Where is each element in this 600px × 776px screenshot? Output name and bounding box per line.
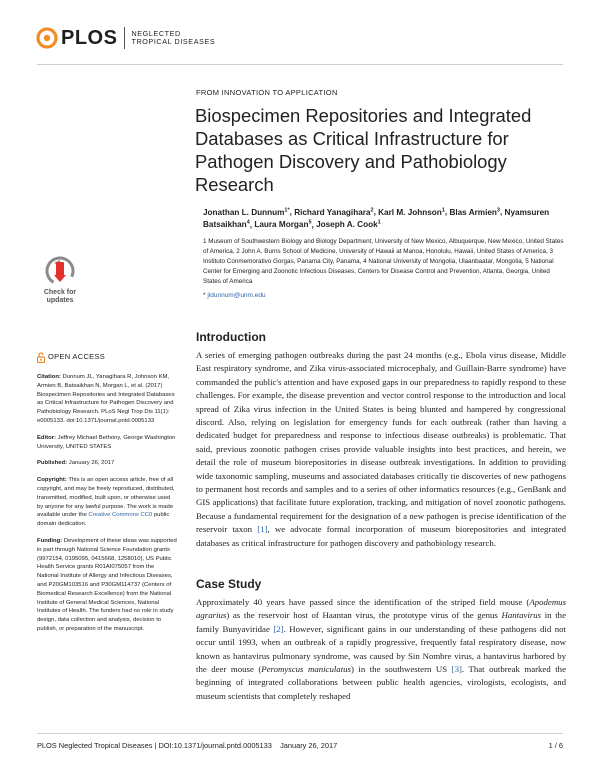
check-for-updates-badge[interactable] — [38, 256, 82, 305]
header-divider — [37, 64, 563, 65]
article-title: Biospecimen Repositories and Integrated Databases as Critical Infrastructure for Pathogen Discovery and Pathobiology Research — [195, 105, 532, 195]
page-footer — [37, 741, 563, 750]
case-study-paragraph: Approximately 40 years have passed since the identification of the striped field mouse (Apodemus agrarius) as the reservoir host of Haantan virus, the prototype virus of the genus Hantavirus in the family Bunyaviridae [2]. However, significant gains in our understanding of these pathogens did not occur until 1993, when an outbreak of a rapidly progressive, frequently fatal respiratory disease, now known as hantavirus pulmonary syndrome, was caused by Sin Nombre virus, a hantavirus harbored by the deer mouse (Peromyscus maniculatus) in the southwestern US [3]. That outbreak marked the beginning of integrated collaborations between public health agencies, virologists, ecologists, and museum scientists that completely reshaped — [196, 597, 566, 701]
email-link[interactable]: jldunnum@unm.edu — [207, 292, 266, 299]
corresponding-email — [203, 292, 266, 299]
journal-name-line1: NEGLECTED — [131, 29, 181, 38]
journal-logo[interactable] — [36, 26, 215, 50]
footer-divider — [37, 733, 563, 734]
copyright-block: Copyright: This is an open access article, free of all copyright, and may be freely reproduced, distributed, transmitted, modified, built upon, or otherwise used by anyone for any lawful purpose. The work is made available under the Creative Commons CC0 public domain dedication. — [37, 477, 175, 528]
author-2[interactable]: Richard Yanagihara$^2$ — [294, 207, 374, 217]
author-5[interactable]: Nyamsuren Batsaikhan$^4$ — [203, 207, 550, 230]
page-number: 1 / 6 — [548, 741, 563, 750]
funding-block: Funding: Development of these ideas was supported in part through National Science Foundation grants (9972154, 0195095, 0415668, 1258010), US Public Health Service grants R01AI075057 from the National Institute of Allergy and Infectious Diseases, and P20GM103516 and P30GM114737 (Centers of Biomedical Research Excellence) from the National Institute of General Medical Sciences, National Institutes of Health. The funders had no role in study design, data collection and analysis, decision to publish, or preparation of the manuscript. — [37, 537, 177, 632]
author-list: Jonathan L. Dunnum$^{1*}$, Richard Yanagihara$^2$, Karl M. Johnson$^1$, Blas Armien$^3$, Nyamsuren Batsaikhan$^4$, Laura Morgan$^5$, Joseph A. Cook$^1$ — [203, 207, 550, 230]
footer-citation: PLOS Neglected Tropical Diseases | DOI:10.1371/journal.pntd.0005133 January 26, 2017 — [37, 741, 338, 750]
journal-name — [131, 30, 215, 46]
case-study-heading: Case Study — [196, 577, 262, 591]
citation-block: Citation: Dunnum JL, Yanagihara R, Johnson KM, Armien B, Batsaikhan N, Morgan L, et al. (2017) Biospecimen Repositories and Integrated Databases as Critical Infrastructure for Pathogen Discovery and Pathobiology Research. PLoS Negl Trop Dis 11(1): e0005133. doi:10.1371/journal.pntd.0005133 — [37, 374, 175, 424]
introduction-heading: Introduction — [196, 330, 266, 344]
article-metadata-sidebar — [37, 352, 177, 642]
published-block: Published: January 26, 2017 — [37, 460, 115, 467]
author-7[interactable]: Joseph A. Cook$^1$ — [316, 219, 381, 230]
author-1[interactable]: Jonathan L. Dunnum$^{1*}$ — [203, 207, 290, 217]
cc0-link[interactable]: Creative Commons CC0 — [88, 512, 153, 519]
journal-name-line2: TROPICAL DISEASES — [131, 37, 216, 46]
journal-logo-text: PLOS — [61, 26, 118, 49]
author-4[interactable]: Blas Armien$^3$ — [449, 207, 500, 217]
reference-2-link[interactable]: [2] — [273, 623, 284, 634]
corresponding-mark: * — [203, 292, 206, 299]
reference-3-link[interactable]: [3] — [451, 664, 462, 675]
check-updates-label: Check for updates — [43, 289, 77, 304]
reference-1-link[interactable]: [1] — [257, 524, 268, 535]
section-label: FROM INNOVATION TO APPLICATION — [196, 88, 338, 97]
author-6[interactable]: Laura Morgan$^5$ — [254, 219, 312, 230]
editor-block: Editor: Jeffrey Michael Bethony, George Washington University, UNITED STATES — [37, 434, 176, 450]
check-updates-icon — [45, 256, 75, 286]
logo-divider — [124, 27, 125, 49]
open-lock-icon — [37, 352, 45, 363]
author-3[interactable]: Karl M. Johnson$^1$ — [378, 207, 445, 217]
affiliations: 1 Museum of Southwestern Biology and Biology Department, University of New Mexico, Albuquerque, New Mexico, United States of America, 2 John A. Burns School of Medicine, University of Hawaii at Manoa, Honolulu, Hawaii, United States of America, 3 Instituto Conmemorativo Gorgas, Panama City, Panama, 4 National University of Mongolia, Ulaanbaatar, Mongolia, 5 National Center for Emerging and Zoonotic Infectious Diseases, Centers for Disease Control and Prevention, Atlanta, Georgia, United States of America — [203, 238, 564, 285]
plos-logo-icon — [36, 27, 58, 49]
introduction-paragraph: A series of emerging pathogen outbreaks during the past 24 months (e.g., Ebola virus disease, Middle East respiratory syndrome, and Zika virus-associated microcephaly, and Guillain-Barre syndrome) have commanded the public's attention and have exposed gaps in our preparedness to rapidly respond to these challenges. For example, the disease prevention and vector control response to the introduction and local spread of Zika virus infection in the United States is being blunted and hampered by congressional discord. Also, relying on legislation for emergency funds for each outbreak (rather than having a dedicated budget for preparedness and response to infectious disease outbreaks) is problematic. That said, previous zoonotic pathogen crises provide valuable insights into best practices, and herein, we detail the role of museum biorepositories in disease outbreak investigations. In addition to providing wide taxonomic sampling, museums and associated databases critically tie discoveries of new pathogens to permanent host records and samples and to a series of other informatics resources (e.g., GenBank and GIS applications) that facilitate future exploration, tracking, and mitigation of novel zoonotic pathogens. Because a fundamental requirement for the designation of a new pathogen is precise identification of the reservoir taxon [1], we advocate formal incorporation of museum biorepositories and integrated databases as critical infrastructure for pathogen discovery and pathobiology research. — [196, 350, 567, 548]
open-access-label: OPEN ACCESS — [37, 352, 177, 363]
